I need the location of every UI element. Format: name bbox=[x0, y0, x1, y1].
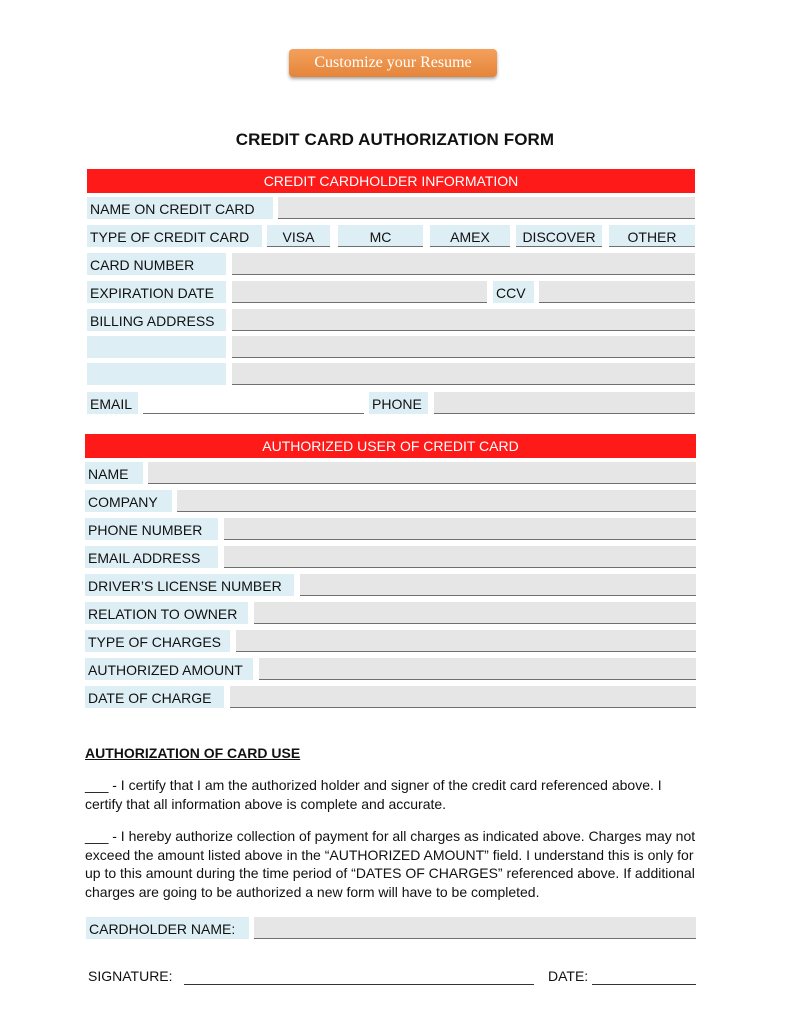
au-company-label: COMPANY bbox=[85, 490, 172, 512]
expiration-date-field[interactable] bbox=[232, 281, 487, 303]
au-authorized-amount-label: AUTHORIZED AMOUNT bbox=[85, 658, 253, 680]
au-email-address-field[interactable] bbox=[224, 546, 696, 568]
au-date-of-charge-label: DATE OF CHARGE bbox=[85, 686, 224, 708]
cardholder-name-label: CARDHOLDER NAME: bbox=[86, 917, 249, 939]
au-phone-number-label: PHONE NUMBER bbox=[85, 518, 218, 540]
email-field[interactable] bbox=[143, 392, 364, 414]
billing-address-label: BILLING ADDRESS bbox=[87, 309, 226, 331]
card-type-visa[interactable]: VISA bbox=[267, 225, 330, 247]
cardholder-section-header: CREDIT CARDHOLDER INFORMATION bbox=[87, 169, 695, 193]
au-drivers-license-label: DRIVER’S LICENSE NUMBER bbox=[85, 574, 294, 596]
authorization-paragraph-1: ___ - I certify that I am the authorized holder and signer of the credit card referenced above. I certify that all information above is complete and accurate. bbox=[85, 777, 662, 812]
date-label: DATE: bbox=[548, 968, 589, 984]
au-email-address-label: EMAIL ADDRESS bbox=[85, 546, 218, 568]
phone-label: PHONE bbox=[369, 392, 428, 414]
card-type-label: TYPE OF CREDIT CARD bbox=[87, 225, 262, 247]
card-number-label: CARD NUMBER bbox=[87, 253, 226, 275]
email-label: EMAIL bbox=[87, 392, 138, 414]
au-type-of-charges-field[interactable] bbox=[236, 630, 696, 652]
form-title: CREDIT CARD AUTHORIZATION FORM bbox=[235, 130, 555, 149]
authorization-paragraph-2: ___ - I hereby authorize collection of payment for all charges as indicated above. Charges may not exceed the amount listed above in the “AUTHORIZED AMOUNT” field. I understand this is only for up to this amount during the time period of “DATES OF CHARGES” referenced above. If additional charges are going to be authorized a new form will have to be completed. bbox=[85, 828, 696, 900]
billing-address-line3-field[interactable] bbox=[232, 363, 695, 385]
card-type-other[interactable]: OTHER bbox=[609, 225, 695, 247]
billing-address-line2-field[interactable] bbox=[232, 336, 695, 358]
card-type-mc[interactable]: MC bbox=[338, 225, 423, 247]
expiration-date-label: EXPIRATION DATE bbox=[87, 281, 226, 303]
au-name-field[interactable] bbox=[148, 462, 696, 484]
au-relation-to-owner-label: RELATION TO OWNER bbox=[85, 602, 248, 624]
card-number-field[interactable] bbox=[232, 253, 695, 275]
au-type-of-charges-label: TYPE OF CHARGES bbox=[85, 630, 230, 652]
card-type-discover[interactable]: DISCOVER bbox=[516, 225, 602, 247]
au-name-label: NAME bbox=[85, 462, 143, 484]
name-on-card-field[interactable] bbox=[278, 197, 695, 219]
au-phone-number-field[interactable] bbox=[224, 518, 696, 540]
billing-address-label-blank-2 bbox=[87, 336, 226, 358]
date-line[interactable] bbox=[592, 984, 696, 985]
ccv-field[interactable] bbox=[539, 281, 695, 303]
cardholder-name-field[interactable] bbox=[254, 917, 696, 939]
authorization-heading: AUTHORIZATION OF CARD USE bbox=[85, 745, 301, 761]
authorized-user-section-header: AUTHORIZED USER OF CREDIT CARD bbox=[85, 434, 696, 458]
signature-label: SIGNATURE: bbox=[88, 968, 173, 984]
ccv-label: CCV bbox=[493, 281, 534, 303]
billing-address-line1-field[interactable] bbox=[232, 309, 695, 331]
name-on-card-label: NAME ON CREDIT CARD bbox=[87, 197, 273, 219]
signature-line[interactable] bbox=[184, 984, 534, 985]
au-date-of-charge-field[interactable] bbox=[230, 686, 696, 708]
au-drivers-license-field[interactable] bbox=[300, 574, 696, 596]
au-relation-to-owner-field[interactable] bbox=[254, 602, 696, 624]
customize-resume-button[interactable]: Customize your Resume bbox=[289, 49, 497, 77]
au-company-field[interactable] bbox=[177, 490, 696, 512]
card-type-amex[interactable]: AMEX bbox=[430, 225, 510, 247]
au-authorized-amount-field[interactable] bbox=[259, 658, 696, 680]
phone-field[interactable] bbox=[434, 392, 695, 414]
billing-address-label-blank-3 bbox=[87, 363, 226, 385]
